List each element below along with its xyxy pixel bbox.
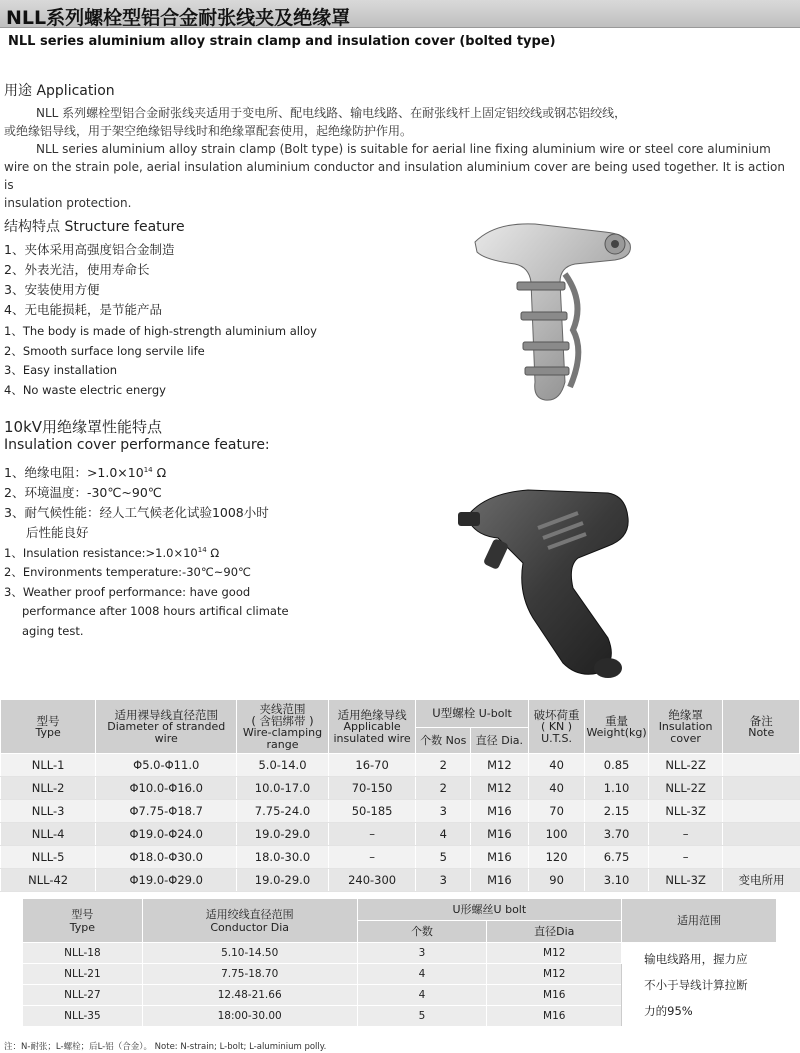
structure-en-item: 1、The body is made of high-strength aluminium alloy bbox=[4, 324, 317, 338]
structure-zh-item: 3、安装使用方便 bbox=[4, 282, 100, 297]
application-en-line1: NLL series aluminium alloy strain clamp (Bolt type) is suitable for aerial line fixing aluminium wire or steel core aluminium bbox=[36, 142, 771, 156]
table-row: NLL-2 Φ10.0-Φ16.0 10.0-17.0 70-150 2 M12 40 1.10 NLL-2Z bbox=[1, 777, 800, 800]
col-count: 个数 bbox=[357, 921, 487, 943]
col-ubolt: U形螺丝U bolt bbox=[357, 899, 622, 921]
table-row: NLL-5 Φ18.0-Φ30.0 18.0-30.0 – 5 M16 120 6.75 – bbox=[1, 846, 800, 869]
insulation-en-item3: 3、Weather proof performance: have good bbox=[4, 584, 251, 599]
application-zh-line2: 或绝缘铝导线，用于架空绝缘铝导线时和绝缘罩配套使用，起绝缘防护作用。 bbox=[4, 124, 413, 138]
table-row: NLL-4 Φ19.0-Φ24.0 19.0-29.0 – 4 M16 100 3.70 – bbox=[1, 823, 800, 846]
structure-en-item: 3、Easy installation bbox=[4, 363, 118, 377]
footnote: 注：N-耐张；L-螺栓；后L-铝（合金）。 Note: N-strain; L-bolt; L-aluminium polly. bbox=[4, 1042, 327, 1052]
table-row: NLL-1 Φ5.0-Φ11.0 5.0-14.0 16-70 2 M12 40 0.85 NLL-2Z bbox=[1, 754, 800, 777]
strain-clamp-photo bbox=[465, 212, 650, 412]
application-zh-line1: NLL 系列螺栓型铝合金耐张线夹适用于变电所、配电线路、输电线路、在耐张线杆上固定铝绞线或钢芯铝绞线， bbox=[36, 106, 627, 120]
spec-table-2 bbox=[22, 898, 777, 1027]
structure-heading: 结构特点 Structure feature bbox=[4, 219, 185, 235]
insulation-en-item3-l2: performance after 1008 hours artifical climate bbox=[22, 604, 289, 619]
col-weight: 重量 Weight(kg) bbox=[585, 700, 648, 754]
table-row: NLL-27 12.48-21.66 4 M16 bbox=[23, 985, 777, 1006]
structure-zh-item: 2、外表光洁，使用寿命长 bbox=[4, 262, 150, 277]
col-diameter: 适用裸导线直径范围 Diameter of stranded wire bbox=[96, 700, 237, 754]
insulation-zh-item3: 3、耐气候性能：经人工气候老化试验1008小时 bbox=[4, 505, 269, 521]
insulation-zh-list bbox=[4, 460, 269, 543]
insulation-cover-photo bbox=[458, 478, 658, 683]
col-clamp-range: 夹线范围 ( 含铝绑带 ) Wire-clamping range bbox=[237, 700, 329, 754]
insulation-heading-zh: 10kV用绝缘罩性能特点 bbox=[4, 418, 163, 436]
table-row: NLL-3 Φ7.75-Φ18.7 7.75-24.0 50-185 3 M16 70 2.15 NLL-3Z bbox=[1, 800, 800, 823]
insulation-zh-item3-cont: 后性能良好 bbox=[26, 525, 89, 541]
structure-en-item: 2、Smooth surface long servile life bbox=[4, 343, 205, 358]
insulation-en-item3-l3: aging test. bbox=[22, 623, 84, 638]
col-note: 备注 Note bbox=[723, 700, 800, 754]
table-row: NLL-18 5.10-14.50 3 M12 输电线路用，握力应 不小于导线计算拉断 力的95% bbox=[23, 943, 777, 964]
table-row: NLL-35 18:00-30.00 5 M16 bbox=[23, 1006, 777, 1027]
col-uts: 破坏荷重 ( KN ) U.T.S. bbox=[528, 700, 585, 754]
table-row: NLL-21 7.75-18.70 4 M12 bbox=[23, 964, 777, 985]
col-insulated-wire: 适用绝缘导线 Applicable insulated wire bbox=[328, 700, 416, 754]
spec-table-1 bbox=[0, 699, 800, 892]
insulation-zh-item1: 1、绝缘电阻：$>1.0\times 10^{14}$ Ω bbox=[4, 465, 167, 481]
insulation-en-list bbox=[4, 541, 289, 641]
structure-zh-item: 4、无电能损耗，是节能产品 bbox=[4, 302, 162, 317]
insulation-heading-en: Insulation cover performance feature: bbox=[4, 437, 270, 453]
col-dia: 直径Dia bbox=[487, 921, 622, 943]
insulation-en-item2: 2、Environments temperature:-30℃~90℃ bbox=[4, 565, 251, 580]
page-subtitle: NLL series aluminium alloy strain clamp and insulation cover (bolted type) bbox=[8, 34, 556, 49]
application-heading: 用途 Application bbox=[4, 83, 115, 99]
application-en-line3: insulation protection. bbox=[4, 196, 132, 210]
col-dia: 直径 Dia. bbox=[471, 728, 529, 754]
structure-en-list bbox=[4, 322, 317, 400]
structure-zh-item: 1、夹体采用高强度铝合金制造 bbox=[4, 242, 175, 257]
title-bar bbox=[0, 0, 800, 28]
insulation-en-item1: 1、Insulation $resistance:>1.0\times 10^{14}$ Ω bbox=[4, 545, 220, 560]
col-cover: 绝缘罩 Insulation cover bbox=[648, 700, 723, 754]
table-row: NLL-42 Φ19.0-Φ29.0 19.0-29.0 240-300 3 M16 90 3.10 NLL-3Z 变电所用 bbox=[1, 869, 800, 892]
col-type: 型号 Type bbox=[1, 700, 96, 754]
structure-en-item: 4、No waste electric energy bbox=[4, 382, 166, 397]
application-text bbox=[4, 104, 796, 212]
page-title: NLL系列螺栓型铝合金耐张线夹及绝缘罩 bbox=[6, 7, 351, 29]
insulation-zh-item2: 2、环境温度：-30℃~90℃ bbox=[4, 485, 162, 501]
scope-note: 输电线路用，握力应 不小于导线计算拉断 力的95% bbox=[622, 943, 777, 1027]
structure-zh-list bbox=[4, 240, 174, 320]
col-nos: 个数 Nos bbox=[416, 728, 471, 754]
col-conductor-dia: 适用绞线直径范围 Conductor Dia bbox=[142, 899, 357, 943]
col-scope: 适用范围 bbox=[622, 899, 777, 943]
application-en-line2: wire on the strain pole, aerial insulation aluminium conductor and insulation aluminium cover are being used together. It is action is bbox=[4, 160, 785, 192]
col-type: 型号 Type bbox=[23, 899, 143, 943]
col-ubolt: U型螺栓 U-bolt bbox=[416, 700, 528, 728]
